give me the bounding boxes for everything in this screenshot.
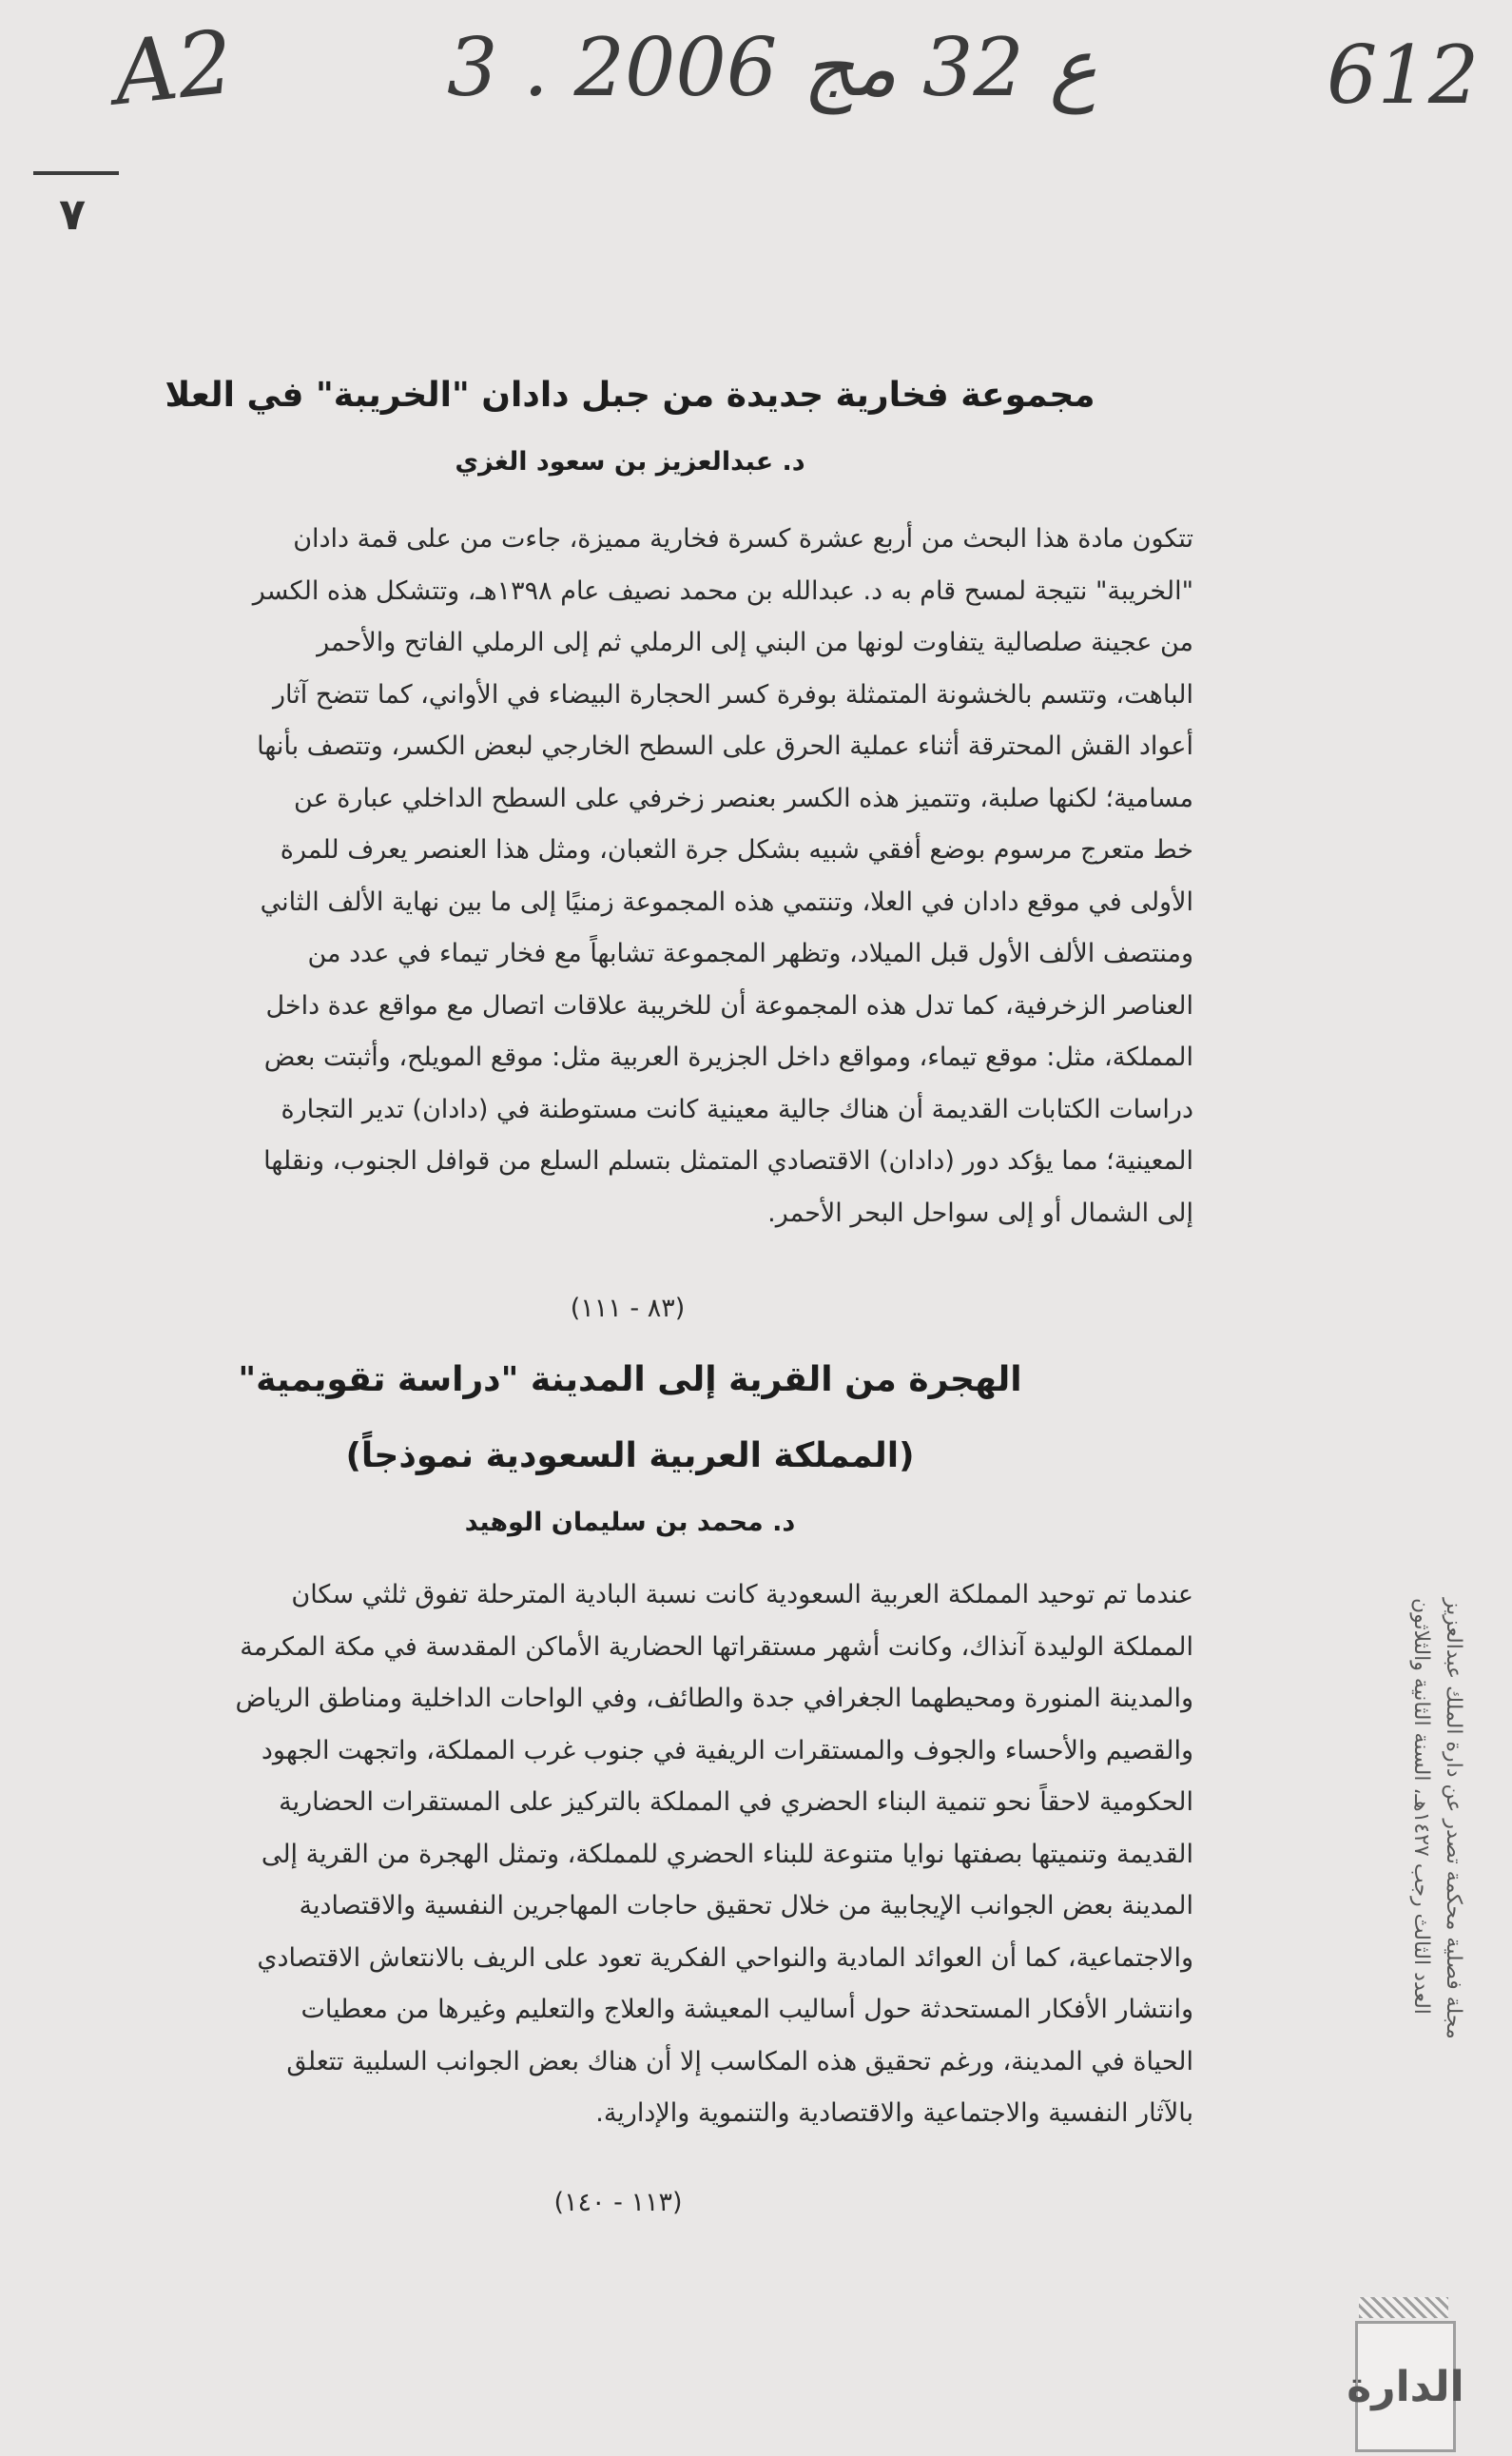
abstract-line: الحياة في المدينة، ورغم تحقيق هذه المكاسب إلا أن هناك بعض الجوانب السلبية تتعلق [286, 2046, 1193, 2076]
abstract-line: بالآثار النفسية والاجتماعية والاقتصادية والتنموية والإدارية. [595, 2098, 1193, 2128]
darah-logo-text: الدارة [1347, 2362, 1464, 2411]
margin-line: العدد الثالث رجب ١٤٢٧هـ، السنة الثانية والثلاثون [1409, 1598, 1433, 2015]
article2-page-range: (١١٣ - ١٤٠) [553, 2188, 683, 2217]
abstract-line: من عجينة صلصالية يتفاوت لونها من البني إلى الرملي ثم إلى الرملي الفاتح والأحمر [317, 628, 1193, 657]
journal-margin-caption [1393, 1598, 1469, 2359]
abstract-line: والقصيم والأحساء والجوف والمستقرات الريفية في جنوب غرب المملكة، واتجهت الجهود [261, 1735, 1193, 1765]
abstract-line: "الخريبة" نتيجة لمسح قام به د. عبدالله بن محمد نصيف عام ١٣٩٨هـ، وتتشكل هذه الكسر [252, 575, 1193, 606]
abstract-line: المعينية؛ مما يؤكد دور (دادان) الاقتصادي المتمثل بتسلم السلع من قوافل الجنوب، ونقلها [263, 1146, 1193, 1176]
abstract-line: المملكة، مثل: موقع تيماء، ومواقع داخل الجزيرة العربية مثل: موقع المويلح، وأثبتت بعض [263, 1043, 1193, 1072]
article2-subtitle: (المملكة العربية السعودية نموذجاً) [345, 1436, 915, 1475]
abstract-line: المملكة الوليدة آنذاك، وكانت أشهر مستقراتها الحضارية الأماكن المقدسة في مكة المكرمة [240, 1631, 1193, 1662]
article1-page-range: (٨٣ - ١١١) [570, 1294, 686, 1323]
abstract-line: مسامية؛ لكنها صلبة، وتتميز هذه الكسر بعنصر زخرفي على السطح الداخلي عبارة عن [294, 783, 1193, 813]
margin-line: مجلة فصلية محكمة تصدر عن دارة الملك عبدالعزيز [1442, 1598, 1465, 2039]
abstract-line: والاجتماعية، كما أن العوائد المادية والنواحي الفكرية تعود على الريف بالانتعاش الاقتصادي [257, 1942, 1193, 1973]
abstract-line: إلى الشمال أو إلى سواحل البحر الأحمر. [767, 1198, 1193, 1228]
handwritten-number: 612 [1327, 29, 1480, 122]
abstract-line: دراسات الكتابات القديمة أن هناك جالية معينية كانت مستوطنة في (دادان) تدير التجارة [281, 1094, 1193, 1124]
abstract-line: الباهت، وتتسم بالخشونة المتمثلة بوفرة كسر الحجارة البيضاء في الأواني، كما تتضح آثار [272, 679, 1193, 710]
handwritten-reference: 3 . ع 32 مج 2006 [447, 21, 1097, 114]
page-number: ٧ [59, 188, 87, 240]
abstract-line: وانتشار الأفكار المستحدثة حول أساليب المعيشة والعلاج والتعليم وغيرها من معطيات [300, 1995, 1193, 2024]
logo-pattern-decoration [1359, 2297, 1448, 2318]
article1-abstract [67, 514, 1193, 1239]
handwritten-label: A2 [108, 10, 239, 126]
darah-logo [1347, 2321, 1464, 2452]
abstract-line: خط متعرج مرسوم بوضع أفقي شبيه بشكل جرة الثعبان، ومثل هذا العنصر يعرف للمرة [280, 835, 1193, 865]
article2-author: د. محمد بن سليمان الوهيد [464, 1508, 796, 1537]
abstract-line: عندما تم توحيد المملكة العربية السعودية كانت نسبة البادية المترحلة تفوق ثلثي سكان [291, 1580, 1193, 1609]
article1-author: د. عبدالعزيز بن سعود الغزي [455, 447, 805, 477]
abstract-line: القديمة وتنميتها بصفتها نوايا متنوعة للبناء الحضري للمملكة، وتمثل الهجرة من القرية إلى [261, 1839, 1193, 1869]
abstract-line: العناصر الزخرفية، كما تدل هذه المجموعة أن للخريبة علاقات اتصال مع مواقع عدة داخل [265, 990, 1193, 1021]
abstract-line: تتكون مادة هذا البحث من أربع عشرة كسرة فخارية مميزة، جاءت من على قمة دادان [293, 524, 1193, 554]
abstract-line: ومنتصف الألف الأول قبل الميلاد، وتظهر المجموعة تشابهاً مع فخار تيماء في عدد من [307, 939, 1193, 968]
abstract-line: الحكومية لاحقاً نحو تنمية البناء الحضري في المملكة بالتركيز على المستقرات الحضارية [279, 1787, 1193, 1817]
article2-abstract [67, 1569, 1193, 2140]
article1-title: مجموعة فخارية جديدة من جبل دادان "الخريبة" في العلا [165, 376, 1095, 415]
abstract-line: الأولى في موقع دادان في العلا، وتنتمي هذه المجموعة زمنيًا إلى ما بين نهاية الألف الثاني [260, 887, 1193, 917]
abstract-line: أعواد القش المحترقة أثناء عملية الحرق على السطح الخارجي لبعض الكسر، وتتصف بأنها [257, 731, 1193, 761]
abstract-line: والمدينة المنورة ومحيطهما الجغرافي جدة والطائف، وفي الواحات الداخلية ومناطق الرياض [235, 1684, 1193, 1713]
article2-title: الهجرة من القرية إلى المدينة "دراسة تقويمية" [238, 1360, 1022, 1399]
abstract-line: المدينة بعض الجوانب الإيجابية من خلال تحقيق حاجات المهاجرين النفسية والاقتصادية [299, 1891, 1193, 1920]
page-number-rule [33, 171, 119, 175]
